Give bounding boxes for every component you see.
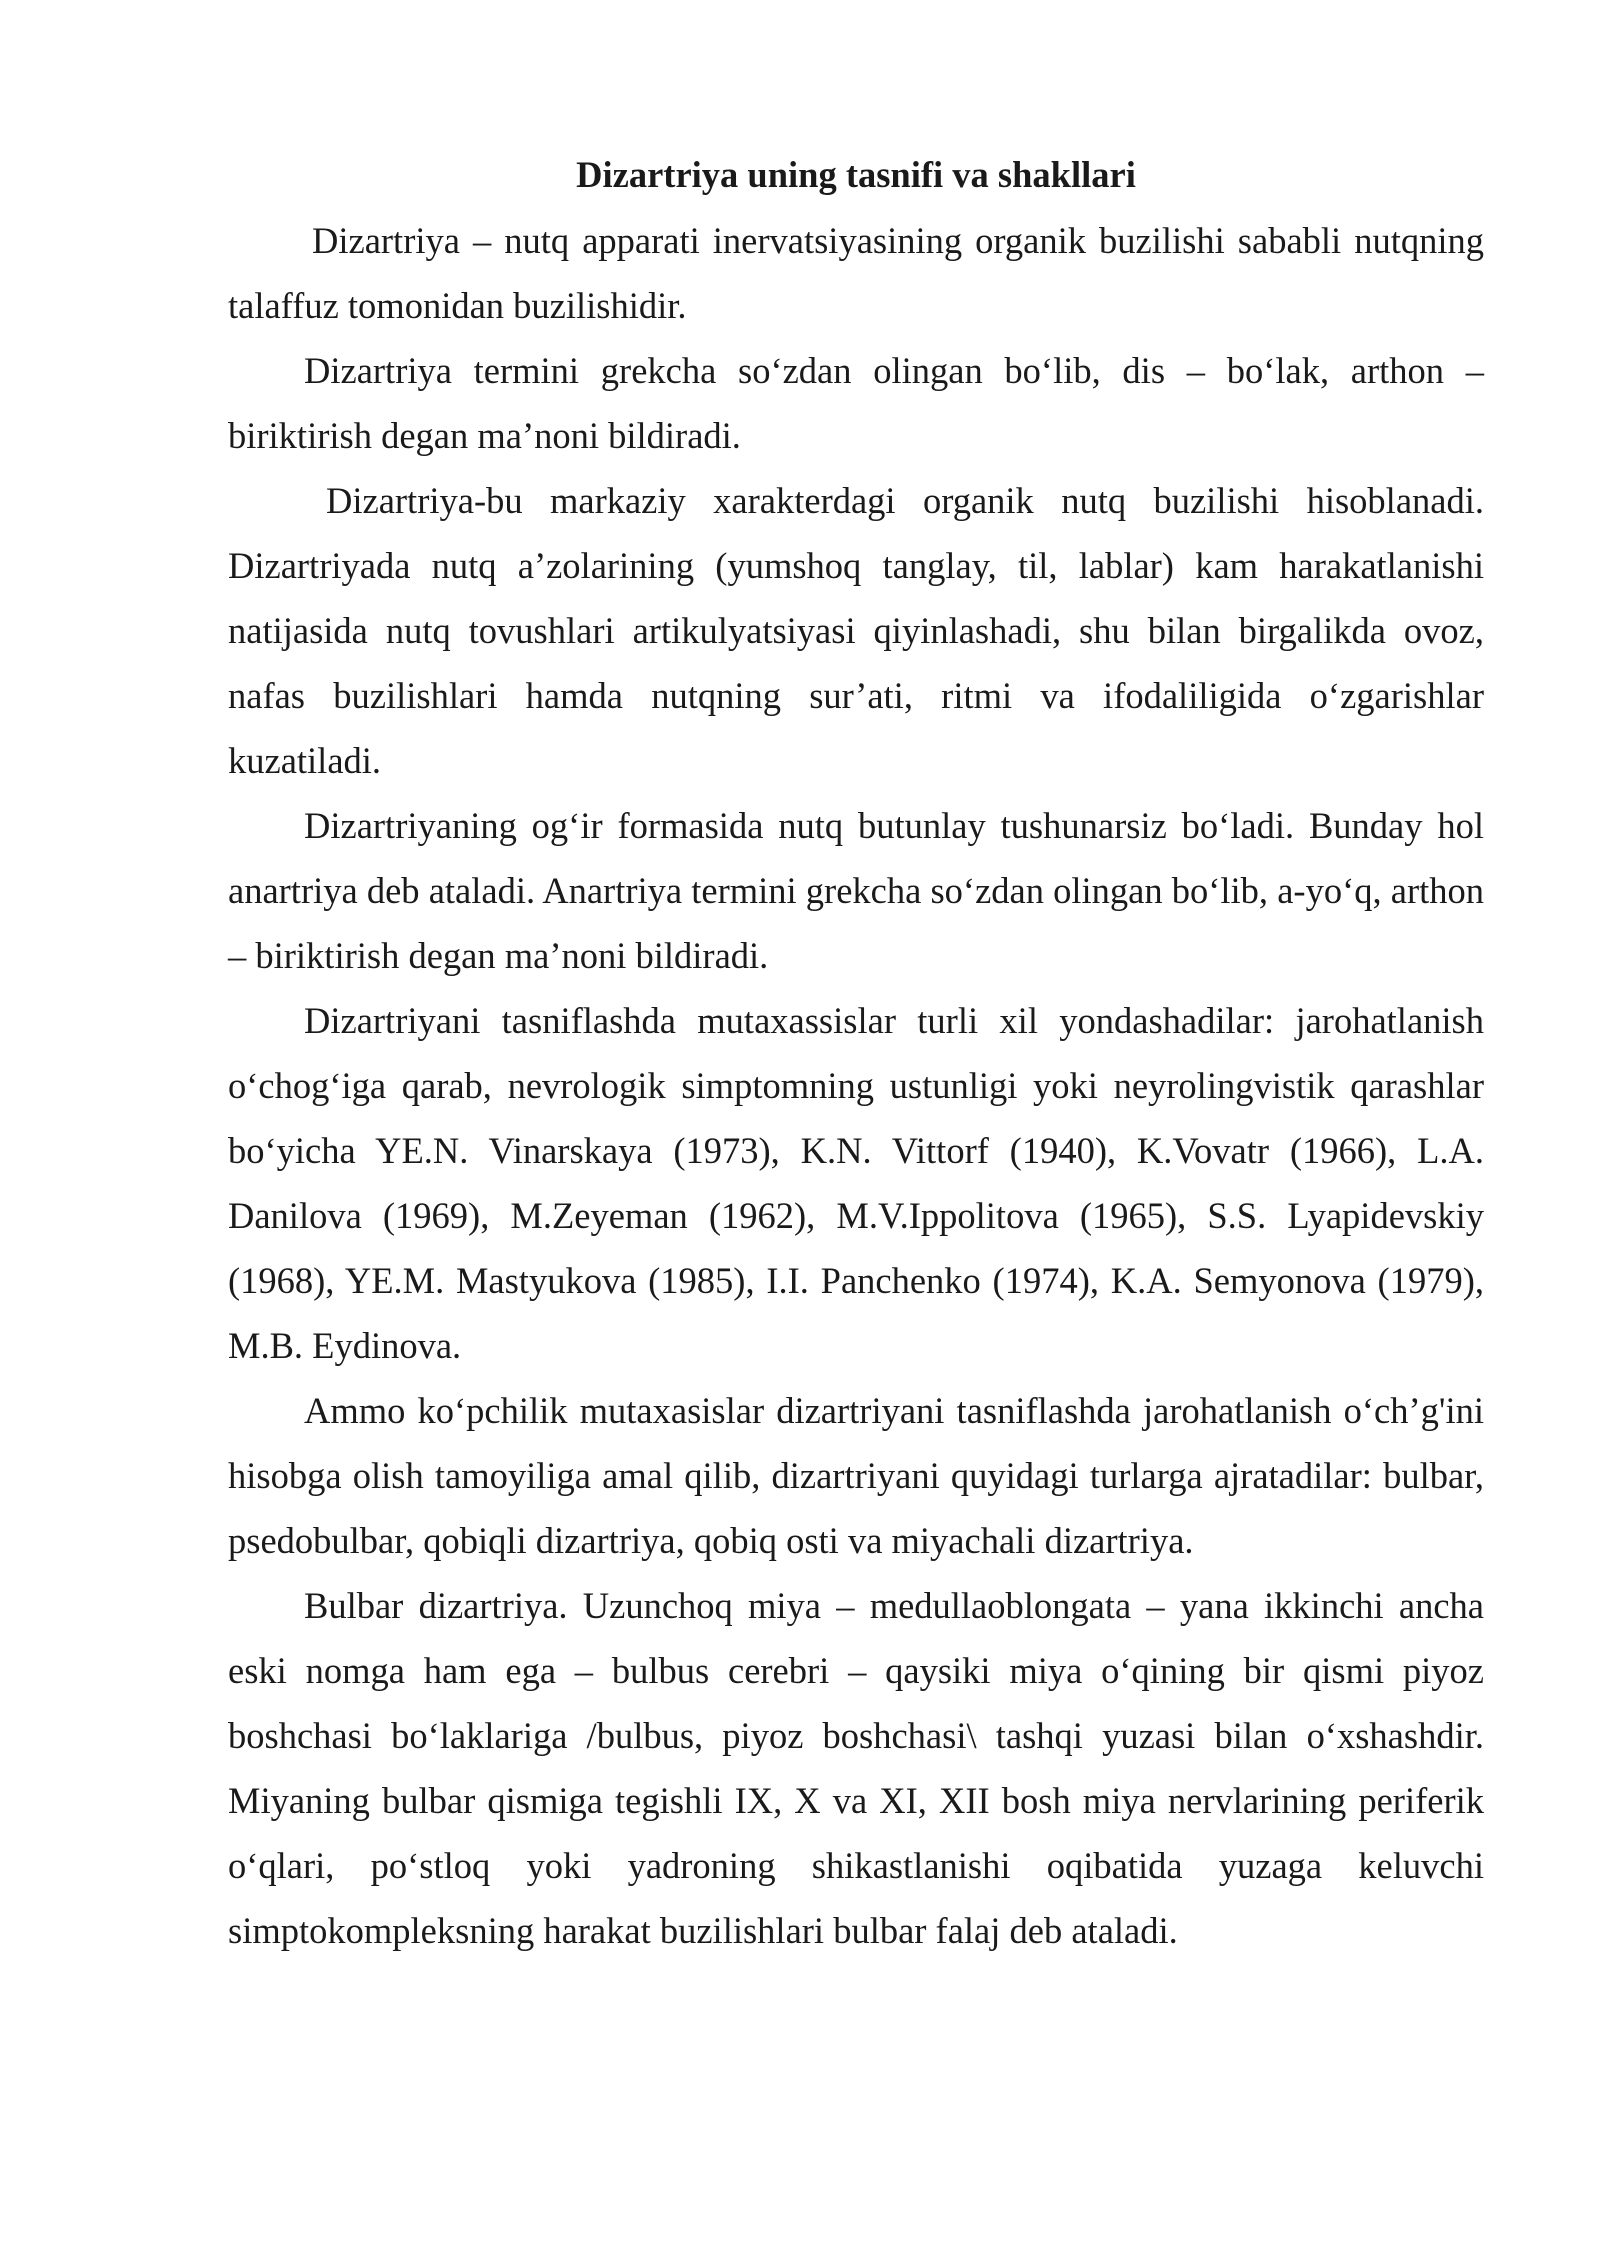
document-title: Dizartriya uning tasnifi va shakllari (576, 154, 1136, 195)
paragraph-classification-authors: Dizartriyani tasniflashda mutaxassislar turli xil yondashadilar: jarohatlanish o‘chog‘iga qarab, nevrologik simptomning ustunligi yoki neyrolingvistik qarashlar bo‘yicha YE.N. Vinarskaya (1973), K.N. Vittorf (1940), K.Vovatr (1966), L.A. Danilova (1969), M.Zeyeman (1962), M.V.Ippolitova (1965), S.S. Lyapidevskiy (1968), YE.M. Mastyukova (1985), I.I. Panchenko (1974), K.A. Semyonova (1979), M.B. Eydinova. (228, 1000, 1484, 1366)
paragraph-bulbar-dysarthria: Bulbar dizartriya. Uzunchoq miya – medullaoblongata – yana ikkinchi ancha eski nomga ham ega – bulbus cerebri – qaysiki miya o‘qining bir qismi piyoz boshchasi bo‘laklariga /bulbus, piyoz boshchasi\ tashqi yuzasi bilan o‘xshashdir. Miyaning bulbar qismiga tegishli IX, X va XI, XII bosh miya nervlarining periferik o‘qlari, po‘stloq yoki yadroning shikastlanishi oqibatida yuzaga keluvchi simptokompleksning harakat buzilishlari bulbar falaj deb ataladi. (228, 1585, 1484, 1951)
paragraph-etymology: Dizartriya termini grekcha so‘zdan olingan bo‘lib, dis – bo‘lak, arthon – biriktirish degan ma’noni bildiradi. (228, 350, 1484, 456)
paragraph-central-disorder: Dizartriya-bu markaziy xarakterdagi organik nutq buzilishi hisoblanadi. Dizartriyada nutq a’zolarining (yumshoq tanglay, til, lablar) kam harakatlanishi natijasida nutq tovushlari artikulyatsiyasi qiyinlashadi, shu bilan birgalikda ovoz, nafas buzilishlari hamda nutqning sur’ati, ritmi va ifodaliligida o‘zgarishlar kuzatiladi. (228, 480, 1484, 781)
document-page (228, 148, 1484, 1963)
paragraph-anarthria: Dizartriyaning og‘ir formasida nutq butunlay tushunarsiz bo‘ladi. Bunday hol anartriya deb ataladi. Anartriya termini grekcha so‘zdan olingan bo‘lib, a-yo‘q, arthon – biriktirish degan ma’noni bildiradi. (228, 805, 1484, 976)
paragraph-definition: Dizartriya – nutq apparati inervatsiyasining organik buzilishi sababli nutqning talaffuz tomonidan buzilishidir. (228, 220, 1484, 326)
paragraph-classification-types: Ammo ko‘pchilik mutaxasislar dizartriyani tasniflashda jarohatlanish o‘ch’g'ini hisobga olish tamoyiliga amal qilib, dizartriyani quyidagi turlarga ajratadilar: bulbar, psedobulbar, qobiqli dizartriya, qobiq osti va miyachali dizartriya. (228, 1390, 1484, 1561)
